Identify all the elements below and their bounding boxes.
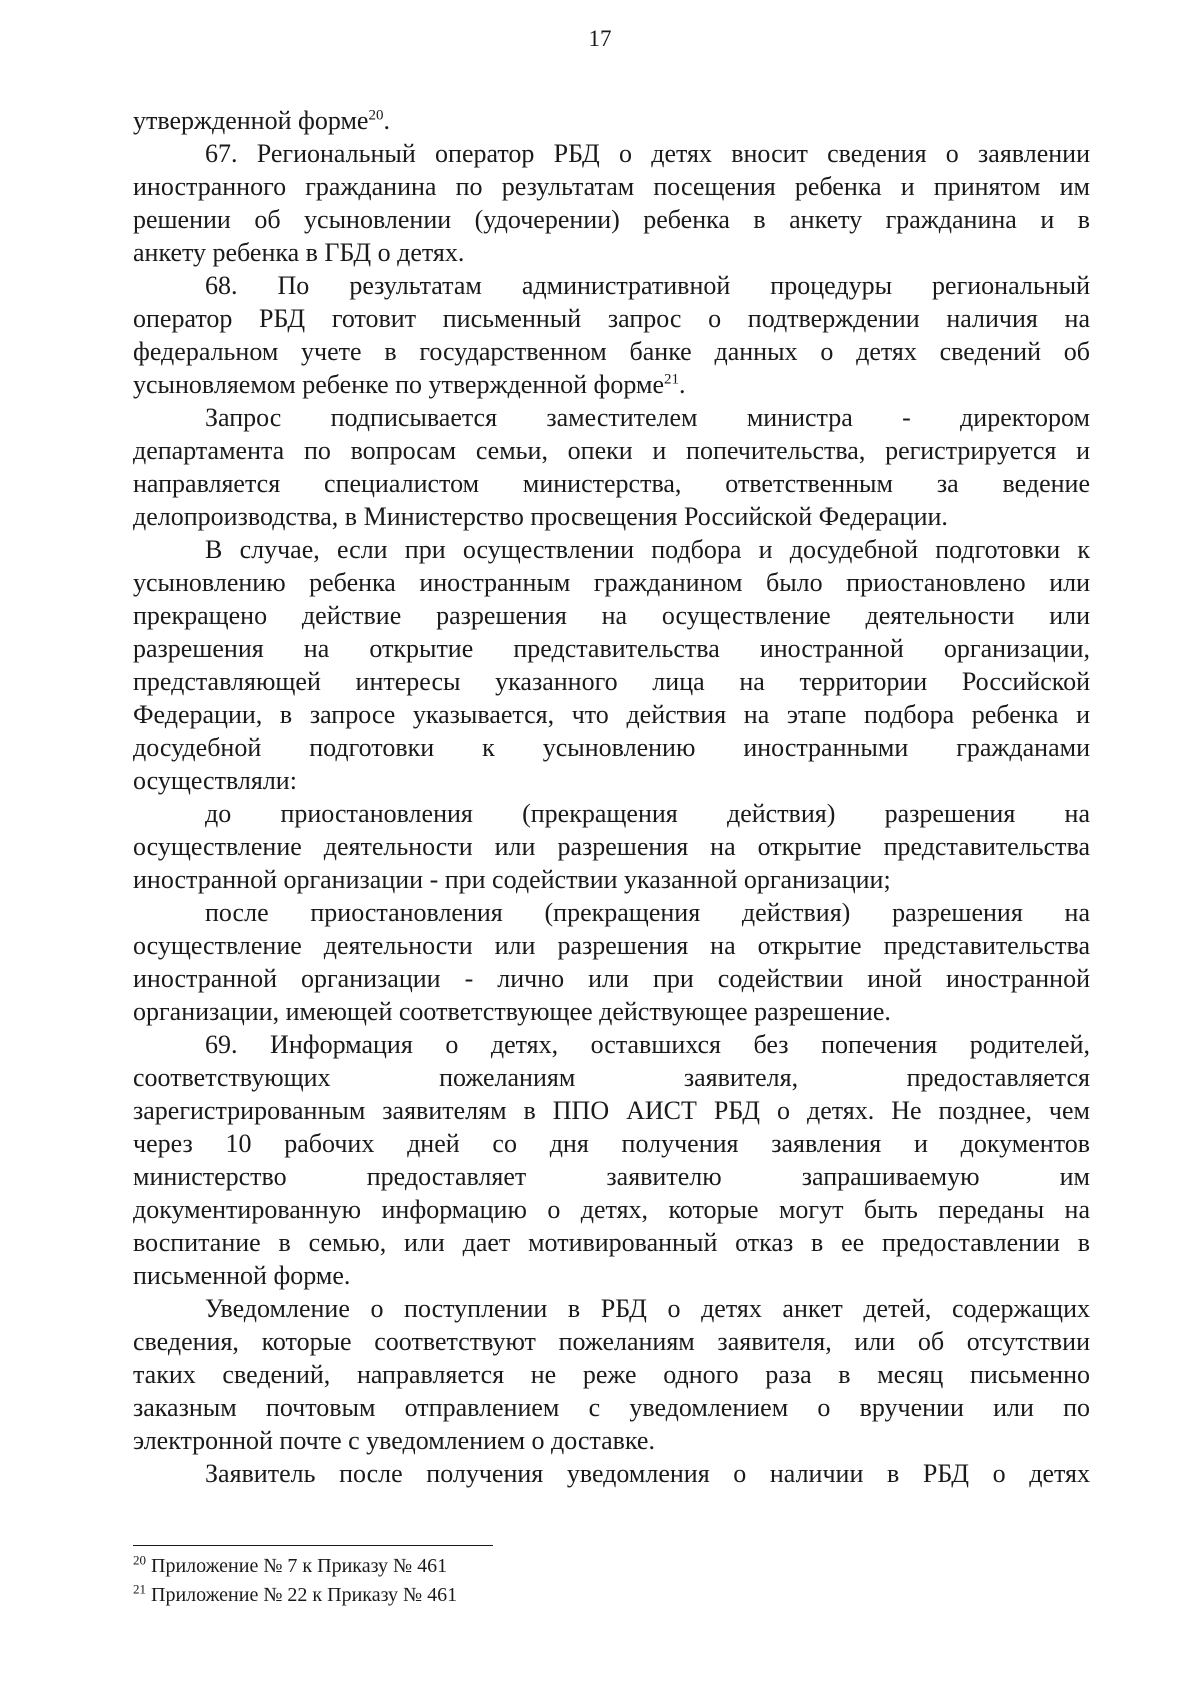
text-line: через 10 рабочих дней со дня получения заявления и документов: [133, 1129, 1090, 1158]
text-line: прекращено действие разрешения на осуществление деятельности или: [133, 601, 1090, 630]
text-line: воспитание в семью, или дает мотивированный отказ в ее предоставлении в: [133, 1228, 1090, 1257]
footnote-ref: 20: [368, 107, 384, 124]
text-line: делопроизводства, в Министерство просвещения Российской Федерации.: [133, 502, 948, 531]
text-line: осуществляли:: [133, 766, 297, 795]
text-line: департамента по вопросам семьи, опеки и попечительства, регистрируется и: [133, 436, 1090, 465]
text-fragment: .: [679, 370, 686, 399]
text-line: [133, 104, 1090, 137]
footnote-number: 20: [133, 1552, 146, 1568]
footnote-text: Приложение № 22 к Приказу № 461: [151, 1584, 458, 1606]
text-line: заказным почтовым отправлением с уведомлением о вручении или по: [133, 1393, 1090, 1422]
text-line: сведения, которые соответствуют пожеланиям заявителя, или об отсутствии: [133, 1327, 1090, 1356]
text-line: 68. По результатам административной процедуры региональный: [205, 271, 1090, 300]
text-line: досудебной подготовки к усыновлению иностранными гражданами: [133, 733, 1090, 762]
text-line: после приостановления (прекращения действия) разрешения на: [205, 898, 1090, 927]
text-line: направляется специалистом министерства, ответственным за ведение: [133, 469, 1090, 498]
footnote: [133, 1581, 1033, 1610]
page-number: 17: [588, 26, 612, 51]
text-line: документированную информацию о детях, которые могут быть переданы на: [133, 1195, 1090, 1224]
text-line: решении об усыновлении (удочерении) ребенка в анкету гражданина и в: [133, 205, 1090, 234]
text-line: Заявитель после получения уведомления о наличии в РБД о детях: [205, 1459, 1090, 1488]
text-line: усыновлению ребенка иностранным гражданином было приостановлено или: [133, 568, 1090, 597]
text-fragment: утвержденной форме: [133, 106, 369, 135]
text-line: представляющей интересы указанного лица на территории Российской: [133, 667, 1090, 696]
text-fragment: .: [383, 106, 390, 135]
text-line: осуществление деятельности или разрешения на открытие представительства: [133, 832, 1090, 861]
text-line: 69. Информация о детях, оставшихся без попечения родителей,: [205, 1030, 1090, 1059]
text-line: соответствующих пожеланиям заявителя, предоставляется: [133, 1063, 1090, 1092]
text-line: электронной почте с уведомлением о доставке.: [133, 1426, 655, 1455]
footnote-ref: 21: [664, 371, 680, 388]
footnote: [133, 1552, 1033, 1581]
footnotes: [133, 1552, 1033, 1610]
text-line: федеральном учете в государственном банке данных о детях сведений об: [133, 337, 1090, 366]
text-line: таких сведений, направляется не реже одного раза в месяц письменно: [133, 1360, 1090, 1389]
text-line: до приостановления (прекращения действия) разрешения на: [205, 799, 1090, 828]
text-line: [133, 368, 1090, 401]
footnote-number: 21: [133, 1581, 146, 1597]
text-line: письменной форме.: [133, 1261, 351, 1290]
text-line: зарегистрированным заявителям в ППО АИСТ РБД о детях. Не позднее, чем: [133, 1096, 1090, 1125]
document-body: [133, 104, 1090, 1490]
text-line: 67. Региональный оператор РБД о детях вносит сведения о заявлении: [205, 139, 1090, 168]
text-fragment: усыновляемом ребенке по утвержденной форме: [133, 370, 665, 399]
text-line: анкету ребенка в ГБД о детях.: [133, 238, 465, 267]
text-line: иностранного гражданина по результатам посещения ребенка и принятом им: [133, 172, 1090, 201]
text-line: министерство предоставляет заявителю запрашиваемую им: [133, 1162, 1090, 1191]
text-line: иностранной организации - лично или при содействии иной иностранной: [133, 964, 1090, 993]
text-line: Уведомление о поступлении в РБД о детях анкет детей, содержащих: [205, 1294, 1090, 1323]
text-line: оператор РБД готовит письменный запрос о подтверждении наличия на: [133, 304, 1090, 333]
footnote-text: Приложение № 7 к Приказу № 461: [151, 1555, 448, 1577]
text-line: разрешения на открытие представительства иностранной организации,: [133, 634, 1090, 663]
text-line: иностранной организации - при содействии указанной организации;: [133, 865, 891, 894]
text-line: осуществление деятельности или разрешения на открытие представительства: [133, 931, 1090, 960]
text-line: организации, имеющей соответствующее действующее разрешение.: [133, 997, 891, 1026]
footnote-separator: [133, 1545, 493, 1546]
text-line: В случае, если при осуществлении подбора и досудебной подготовки к: [205, 535, 1090, 564]
text-line: Запрос подписывается заместителем министра - директором: [205, 403, 1090, 432]
text-line: Федерации, в запросе указывается, что действия на этапе подбора ребенка и: [133, 700, 1090, 729]
